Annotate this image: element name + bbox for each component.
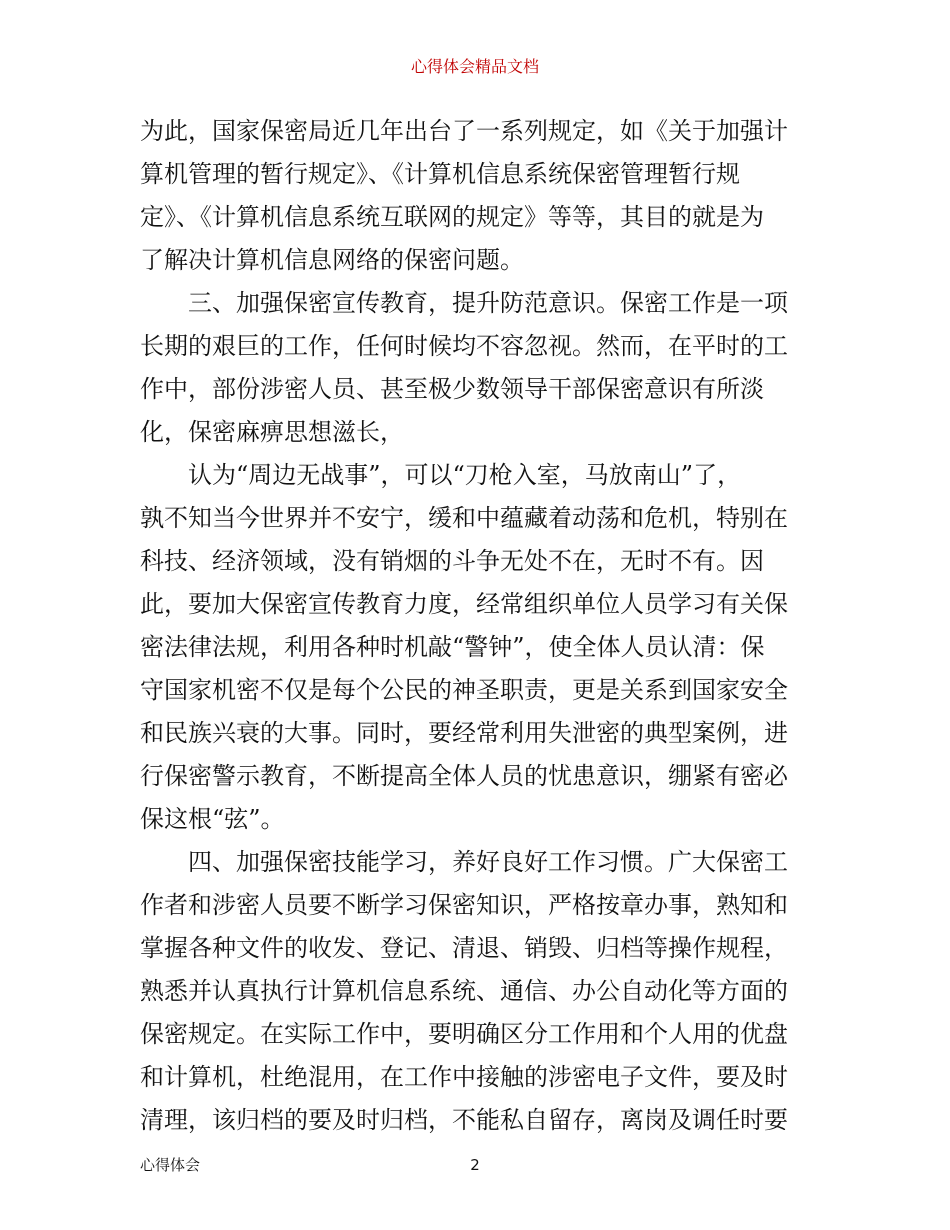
body-line: 长期的艰巨的工作，任何时候均不容忽视。然而，在平时的工 <box>140 332 788 360</box>
body-line: 化，保密麻痹思想滋长， <box>140 418 404 446</box>
body-line: 密法律法规，利用各种时机敲“警钟”，使全体人员认清：保 <box>140 633 765 661</box>
body-line: 作者和涉密人员要不断学习保密知识，严格按章办事，熟知和 <box>140 891 788 919</box>
body-line: 定》、《计算机信息系统互联网的规定》等等，其目的就是为 <box>140 203 764 231</box>
body-line: 三、加强保密宣传教育，提升防范意识。保密工作是一项 <box>188 289 788 317</box>
body-line: 算机管理的暂行规定》、《计算机信息系统保密管理暂行规 <box>140 160 740 188</box>
body-line: 行保密警示教育，不断提高全体人员的忧患意识，绷紧有密必 <box>140 762 788 790</box>
body-line: 清理，该归档的要及时归档，不能私自留存，离岗及调任时要 <box>140 1106 788 1134</box>
document-body <box>140 110 812 1142</box>
body-line: 作中，部份涉密人员、甚至极少数领导干部保密意识有所淡 <box>140 375 764 403</box>
body-line: 了解决计算机信息网络的保密问题。 <box>140 246 524 274</box>
footer-label: 心得体会 <box>140 1156 201 1174</box>
body-line: 和计算机，杜绝混用，在工作中接触的涉密电子文件，要及时 <box>140 1063 788 1091</box>
body-line: 和民族兴衰的大事。同时，要经常利用失泄密的典型案例，进 <box>140 719 788 747</box>
body-line: 孰不知当今世界并不安宁，缓和中蕴藏着动荡和危机，特别在 <box>140 504 788 532</box>
body-line: 保这根“弦”。 <box>140 805 285 833</box>
body-line: 保密规定。在实际工作中，要明确区分工作用和个人用的优盘 <box>140 1020 788 1048</box>
body-line: 掌握各种文件的收发、登记、清退、销毁、归档等操作规程， <box>140 934 788 962</box>
body-line: 此，要加大保密宣传教育力度，经常组织单位人员学习有关保 <box>140 590 788 618</box>
body-line: 四、加强保密技能学习，养好良好工作习惯。广大保密工 <box>188 848 788 876</box>
body-line: 熟悉并认真执行计算机信息系统、通信、办公自动化等方面的 <box>140 977 788 1005</box>
page-header-title: 心得体会精品文档 <box>410 57 539 76</box>
body-line: 为此，国家保密局近几年出台了一系列规定，如《关于加强计 <box>140 117 788 145</box>
body-line: 科技、经济领域，没有销烟的斗争无处不在，无时不有。因 <box>140 547 764 575</box>
body-line: 守国家机密不仅是每个公民的神圣职责，更是关系到国家安全 <box>140 676 788 704</box>
body-line: 认为“周边无战事”，可以“刀枪入室，马放南山”了， <box>188 461 742 489</box>
page-number: 2 <box>470 1156 480 1174</box>
